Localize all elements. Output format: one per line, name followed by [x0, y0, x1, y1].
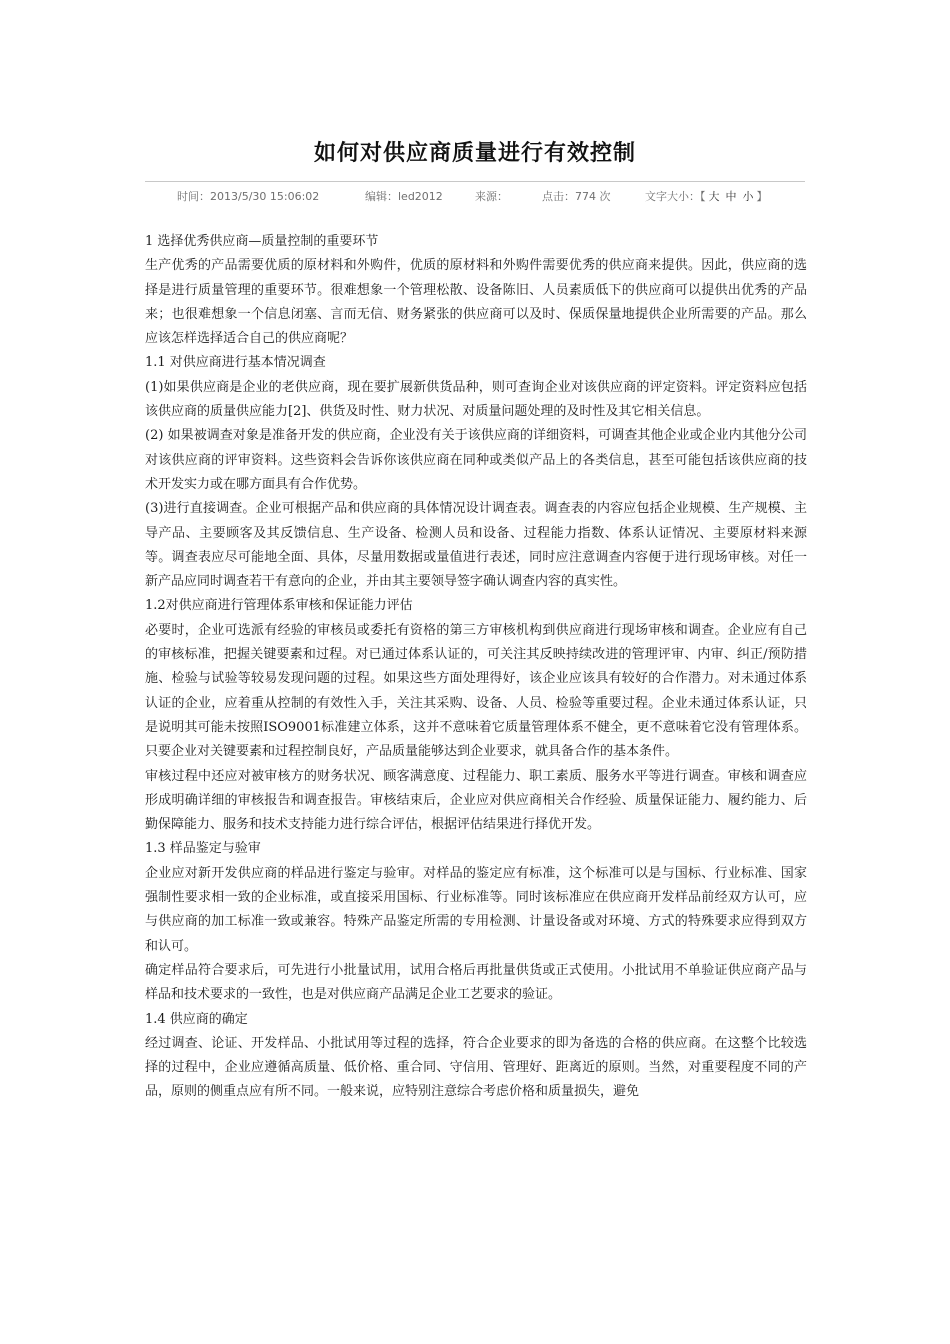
paragraph: 生产优秀的产品需要优质的原材料和外购件，优质的原材料和外购件需要优秀的供应商来提供。因此，供应商的选择是进行质量管理的重要环节。很难想象一个管理松散、设备陈旧、人员素质低下的供应商可以提供出优秀的产品来；也很难想象一个信息闭塞、言而无信、财务紧张的供应商可以及时、保质保量地提供企业所需要的产品。那么应该怎样选择适合自己的供应商呢？	[145, 258, 807, 347]
section-heading: 1.3 样品鉴定与验审	[145, 841, 261, 857]
paragraph: 审核过程中还应对被审核方的财务状况、顾客满意度、过程能力、职工素质、服务水平等进行调查。审核和调查应形成明确详细的审核报告和调查报告。审核结束后，企业应对供应商相关合作经验、质量保证能力、履约能力、后勤保障能力、服务和技术支持能力进行综合评估，根据评估结果进行择优开发。	[145, 768, 807, 833]
paragraph: (3)进行直接调查。企业可根据产品和供应商的具体情况设计调查表。调查表的内容应包括企业规模、生产规模、主导产品、主要顾客及其反馈信息、生产设备、检测人员和设备、过程能力指数、体系认证情况、主要原材料来源等。调查表应尽可能地全面、具体，尽量用数据或量值进行表述，同时应注意调查内容便于进行现场审核。对任一新产品应同时调查若干有意向的企业，并由其主要领导签字确认调查内容的真实性。	[145, 501, 807, 590]
section-heading: 1.1 对供应商进行基本情况调查	[145, 355, 326, 371]
article-body	[145, 230, 807, 1105]
meta-source: 来源：	[475, 190, 508, 203]
meta-clicks: 点击：774 次	[542, 190, 611, 203]
meta-editor: 编辑：led2012	[365, 190, 443, 203]
paragraph: (1)如果供应商是企业的老供应商，现在要扩展新供货品种，则可查询企业对该供应商的评定资料。评定资料应包括该供应商的质量供应能力[2]、供货及时性、财力状况、对质量问题处理的及时性及其它相关信息。	[145, 379, 807, 420]
font-size-small-button[interactable]: 小	[742, 190, 754, 203]
meta-font-size	[645, 188, 768, 204]
font-size-close: 】	[756, 190, 768, 203]
section-heading: 1.2对供应商进行管理体系审核和保证能力评估	[145, 598, 413, 614]
section-heading: 1 选择优秀供应商—质量控制的重要环节	[145, 234, 379, 249]
article-title: 如何对供应商质量进行有效控制	[313, 141, 636, 166]
paragraph: 经过调查、论证、开发样品、小批试用等过程的选择，符合企业要求的即为备选的合格的供应商。在这整个比较选择的过程中，企业应遵循高质量、低价格、重合同、守信用、管理好、距离近的原则。当然，对重要程度不同的产品，原则的侧重点应有所不同。一般来说，应特别注意综合考虑价格和质量损失，避免	[145, 1035, 807, 1100]
title-divider	[145, 181, 805, 182]
paragraph: 企业应对新开发供应商的样品进行鉴定与验审。对样品的鉴定应有标准，这个标准可以是与国标、行业标准、国家强制性要求相一致的企业标准，或直接采用国标、行业标准等。同时该标准应在供应商开发样品前经双方认可，应与供应商的加工标准一致或兼容。特殊产品鉴定所需的专用检测、计量设备或对环境、方式的特殊要求应得到双方和认可。	[145, 865, 807, 954]
paragraph: 确定样品符合要求后，可先进行小批量试用，试用合格后再批量供货或正式使用。小批试用不单验证供应商产品与样品和技术要求的一致性，也是对供应商产品满足企业工艺要求的验证。	[145, 962, 807, 1003]
paragraph: 必要时，企业可选派有经验的审核员或委托有资格的第三方审核机构到供应商进行现场审核和调查。企业应有自己的审核标准，把握关键要素和过程。对已通过体系认证的，可关注其反映持续改进的管理评审、内审、纠正/预防措施、检验与试验等较易发现问题的过程。如果这些方面处理得好，该企业应该具有较好的合作潜力。对未通过体系认证的企业，应着重从控制的有效性入手，关注其采购、设备、人员、检验等重要过程。企业未通过体系认证，只是说明其可能未按照ISO9001标准建立体系，这并不意味着它质量管理体系不健全，更不意味着它没有管理体系。只要企业对关键要素和过程控制良好，产品质量能够达到企业要求，就具备合作的基本条件。	[145, 622, 807, 760]
paragraph: (2) 如果被调查对象是准备开发的供应商，企业没有关于该供应商的详细资料，可调查其他企业或企业内其他分公司对该供应商的评审资料。这些资料会告诉你该供应商在同种或类似产品上的各类信息，甚至可能包括该供应商的技术开发实力或在哪方面具有合作优势。	[145, 428, 807, 492]
font-size-medium-button[interactable]: 中	[725, 190, 737, 203]
font-size-large-button[interactable]: 大	[708, 190, 720, 203]
font-size-label: 文字大小：【	[645, 190, 706, 203]
meta-time: 时间：2013/5/30 15:06:02	[177, 190, 320, 203]
section-heading: 1.4 供应商的确定	[145, 1011, 248, 1027]
